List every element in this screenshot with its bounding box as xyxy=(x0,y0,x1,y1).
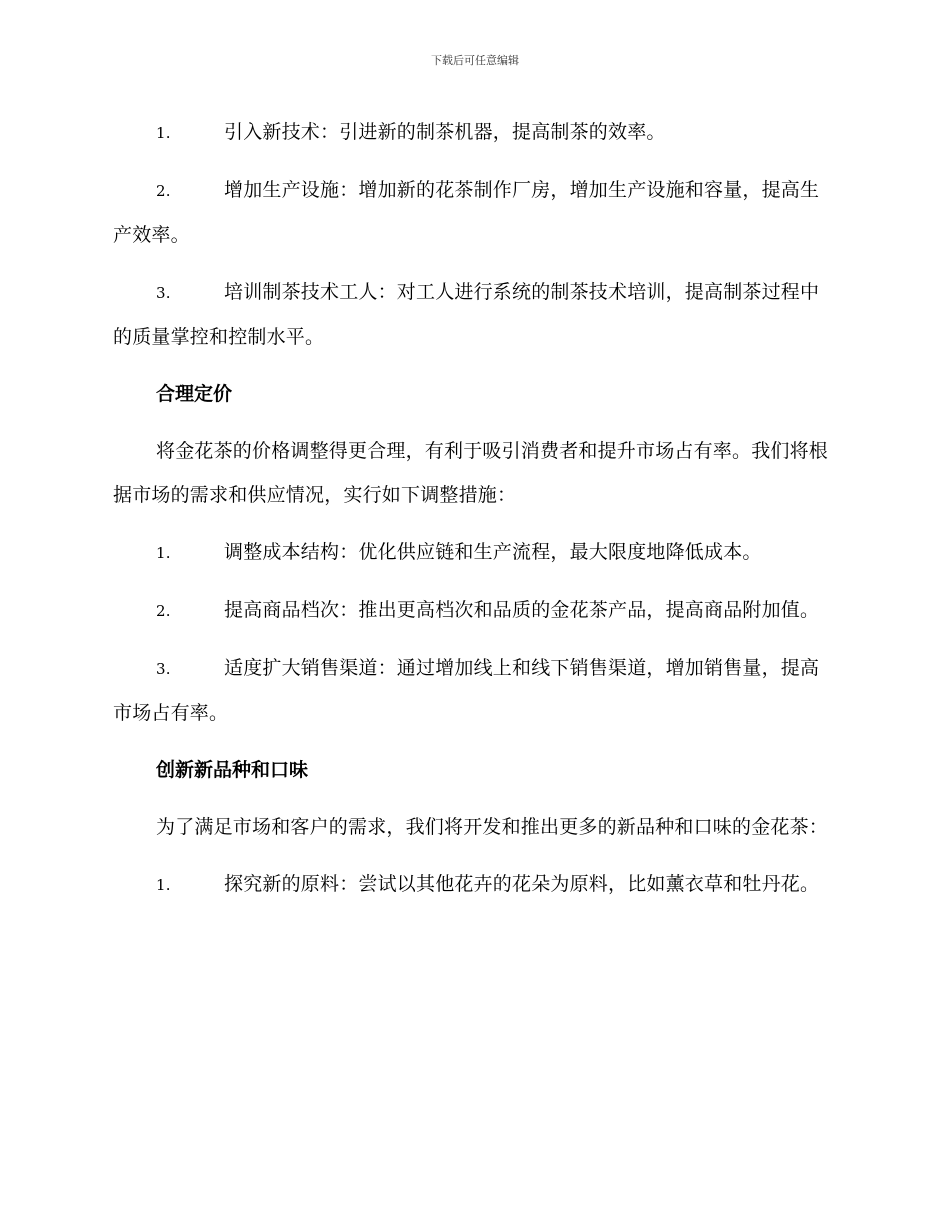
list-text: 探究新的原料：尝试以其他花卉的花朵为原料，比如薰衣草和牡丹花。 xyxy=(224,873,820,895)
pricing-intro-paragraph: 将金花茶的价格调整得更合理，有利于吸引消费者和提升市场占有率。我们将根据市场的需求和供应情况，实行如下调整措施： xyxy=(113,440,829,506)
production-list xyxy=(113,110,838,359)
innovation-list xyxy=(113,862,838,907)
list-item xyxy=(113,530,838,575)
list-item xyxy=(113,588,838,633)
list-text: 提高商品档次：推出更高档次和品质的金花茶产品，提高商品附加值。 xyxy=(224,599,820,621)
list-number: 2. xyxy=(156,602,171,620)
list-number: 2. xyxy=(156,182,171,200)
list-number: 3. xyxy=(156,284,171,302)
list-number: 1. xyxy=(156,544,171,562)
section-heading-innovation: 创新新品种和口味 xyxy=(156,759,309,781)
list-item xyxy=(113,110,838,155)
list-text: 培训制茶技术工人：对工人进行系统的制茶技术培训，提高制茶过程中的质量掌控和控制水平。 xyxy=(113,281,820,348)
page-header: 下载后可任意编辑 xyxy=(431,54,519,67)
list-text: 调整成本结构：优化供应链和生产流程，最大限度地降低成本。 xyxy=(224,541,762,563)
list-text: 适度扩大销售渠道：通过增加线上和线下销售渠道，增加销售量，提高市场占有率。 xyxy=(113,657,820,724)
list-item xyxy=(113,270,838,359)
list-text: 增加生产设施：增加新的花茶制作厂房，增加生产设施和容量，提高生产效率。 xyxy=(113,179,820,246)
list-item xyxy=(113,862,838,907)
list-text: 引入新技术：引进新的制茶机器，提高制茶的效率。 xyxy=(224,121,666,143)
innovation-intro-paragraph: 为了满足市场和客户的需求，我们将开发和推出更多的新品种和口味的金花茶： xyxy=(156,816,829,838)
list-number: 1. xyxy=(156,876,171,894)
list-number: 3. xyxy=(156,660,171,678)
list-item xyxy=(113,168,838,257)
document-body xyxy=(113,110,838,920)
list-number: 1. xyxy=(156,124,171,142)
section-heading-pricing: 合理定价 xyxy=(156,383,233,405)
list-item xyxy=(113,646,838,735)
pricing-list xyxy=(113,530,838,735)
